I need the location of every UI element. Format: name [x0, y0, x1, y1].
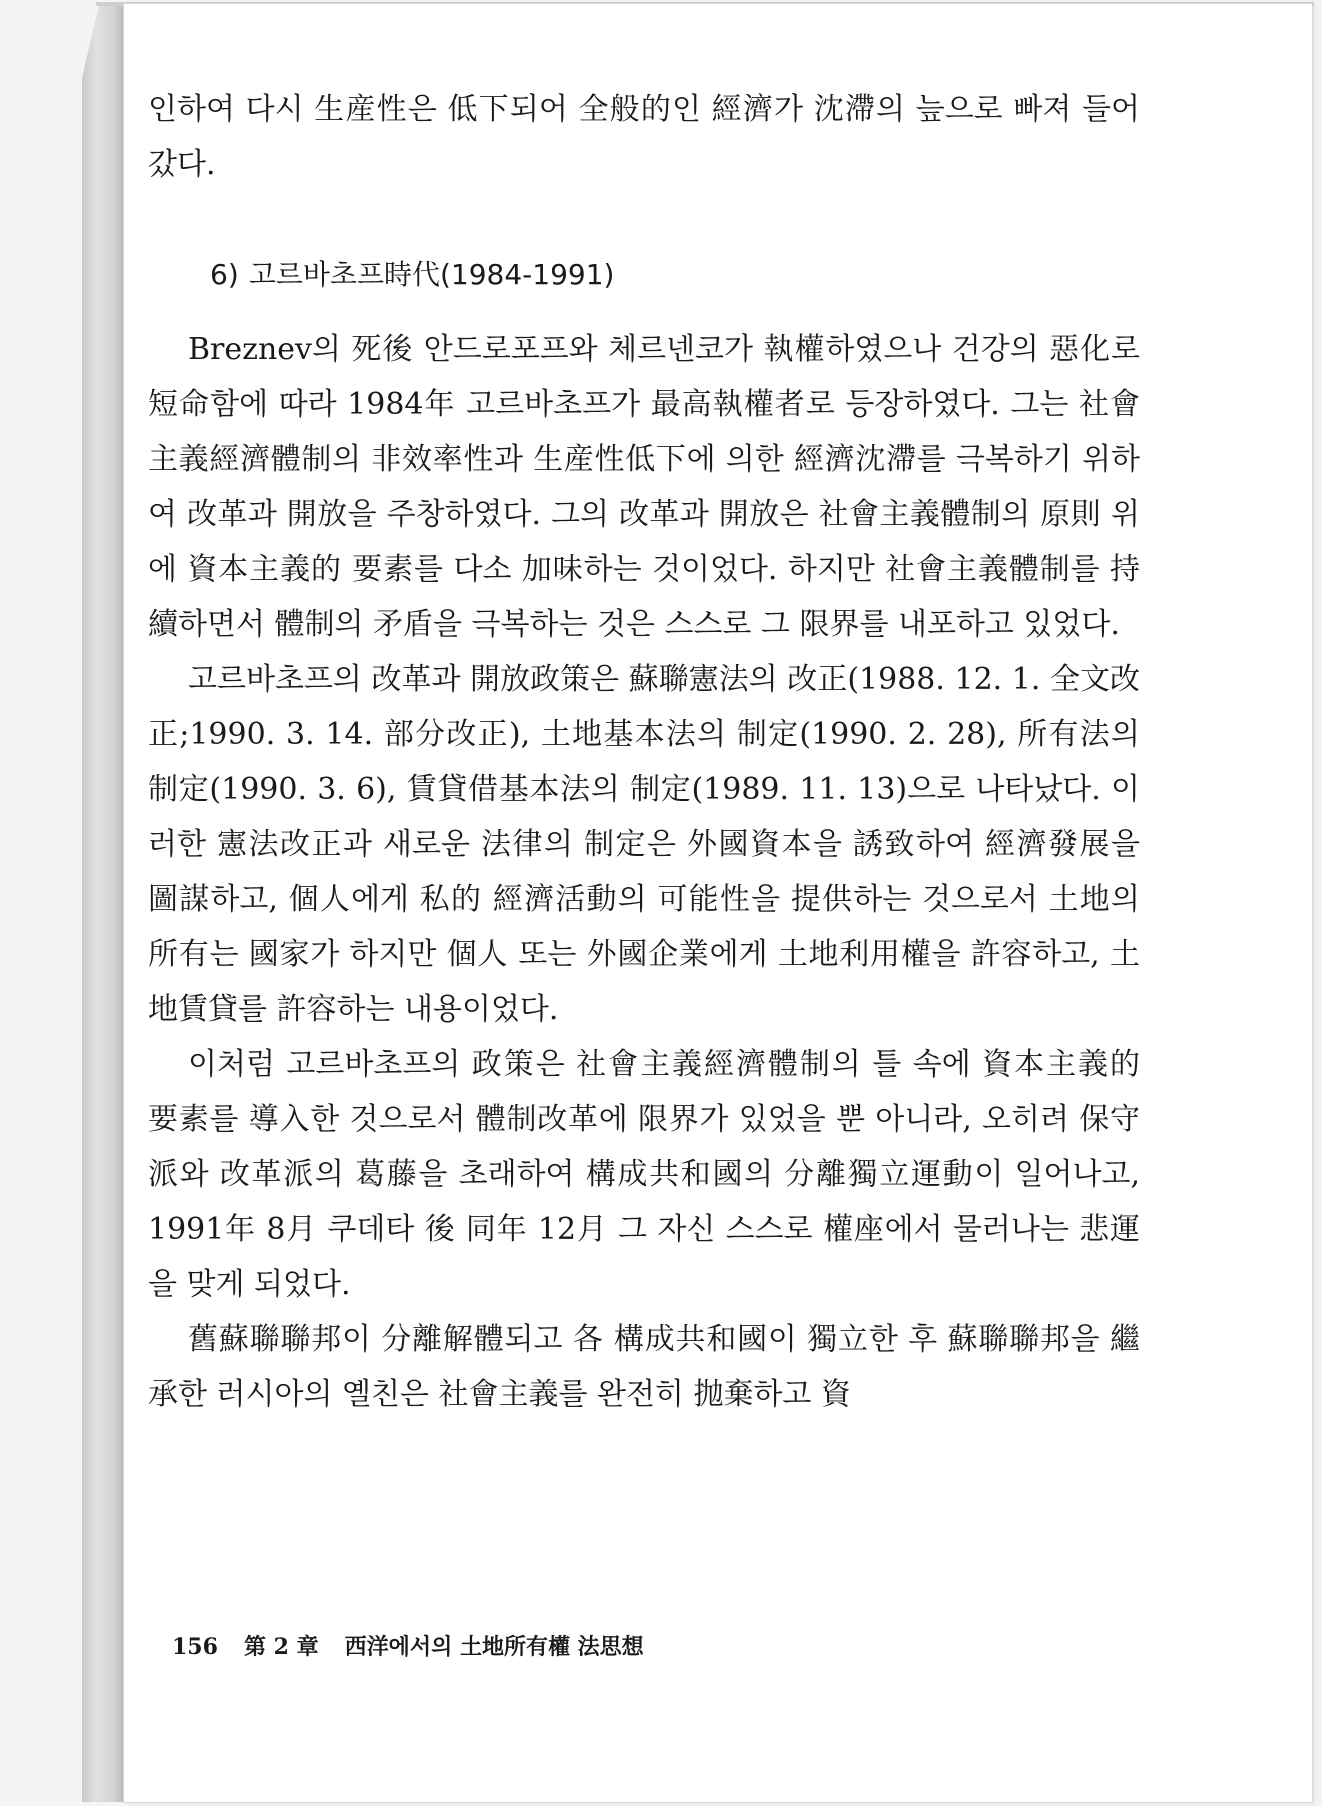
- section-title: 고르바초프時代(1984-1991): [248, 258, 615, 291]
- page-body: [148, 82, 1140, 1422]
- section-heading: [148, 247, 1140, 302]
- paragraph-4: 舊蘇聯聯邦이 分離解體되고 各 構成共和國이 獨立한 후 蘇聯聯邦을 繼承한 러시아의 옐친은 社會主義를 완전히 抛棄하고 資: [148, 1322, 1140, 1412]
- paragraph-2: 고르바초프의 改革과 開放政策은 蘇聯憲法의 改正(1988. 12. 1. 全文改正;1990. 3. 14. 部分改正), 土地基本法의 制定(1990. 2. 28), 所有法의 制定(1990. 3. 6), 賃貸借基本法의 制定(1989. 11. 13)으로 나타났다. 이러한 憲法改正과 새로운 法律의 制定은 外國資本을 誘致하여 經濟發展을 圖謀하고, 個人에게 私的 經濟活動의 可能性을 提供하는 것으로서 土地의 所有는 國家가 하지만 個人 또는 外國企業에게 土地利用權을 許容하고, 土地賃貸를 許容하는 내용이었다.: [148, 662, 1140, 1027]
- section-number: 6): [210, 258, 239, 291]
- chapter-label: 第 2 章: [243, 1634, 319, 1660]
- book-spine: [82, 6, 124, 1802]
- page-footer: [172, 1630, 644, 1661]
- chapter-title: 西洋에서의 土地所有權 法思想: [344, 1634, 644, 1660]
- paragraph-3: 이처럼 고르바초프의 政策은 社會主義經濟體制의 틀 속에 資本主義的 要素를 導入한 것으로서 體制改革에 限界가 있었을 뿐 아니라, 오히려 保守派와 改革派의 葛藤을 초래하여 構成共和國의 分離獨立運動이 일어나고, 1991年 8月 쿠데타 後 同年 12月 그 자신 스스로 權座에서 물러나는 悲運을 맞게 되었다.: [148, 1047, 1140, 1302]
- page-number: 156: [172, 1634, 218, 1660]
- intro-paragraph: 인하여 다시 生産性은 低下되어 全般的인 經濟가 沈滯의 늪으로 빠져 들어갔다.: [148, 92, 1140, 182]
- paragraph-1: Breznev의 死後 안드로포프와 체르넨코가 執權하였으나 건강의 惡化로 短命함에 따라 1984年 고르바초프가 最高執權者로 등장하였다. 그는 社會主義經濟體制의 非效率性과 生産性低下에 의한 經濟沈滯를 극복하기 위하여 改革과 開放을 주창하였다. 그의 改革과 開放은 社會主義體制의 原則 위에 資本主義的 要素를 다소 加味하는 것이었다. 하지만 社會主義體制를 持續하면서 體制의 矛盾을 극복하는 것은 스스로 그 限界를 내포하고 있었다.: [148, 332, 1140, 642]
